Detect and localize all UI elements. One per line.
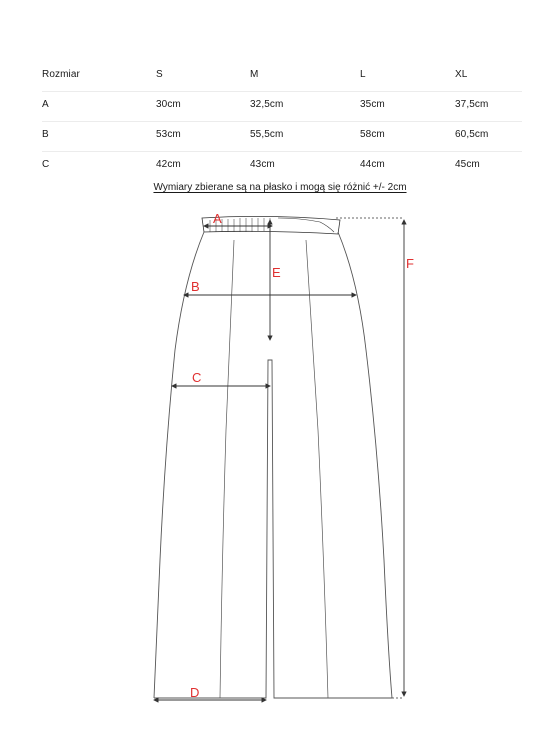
measurement-e [270,220,281,340]
header-cell-s: S [156,69,163,80]
label-f: F [406,256,414,271]
label-c: C [192,370,202,385]
table-cell: 42cm [156,159,181,170]
table-cell: 44cm [360,159,385,170]
table-cell: 30cm [156,99,181,110]
table-cell: 43cm [250,159,275,170]
label-e: E [272,265,281,280]
measurement-a [204,211,272,226]
table-cell: 60,5cm [455,129,489,140]
row-label: B [42,129,49,140]
header-cell-size: Rozmiar [42,69,80,80]
header-cell-l: L [360,69,366,80]
table-cell: 35cm [360,99,385,110]
header-cell-m: M [250,69,259,80]
label-b: B [191,279,200,294]
row-label: C [42,159,50,170]
trousers-outline [154,232,392,698]
header-cell-xl: XL [455,69,468,80]
label-d: D [190,685,200,700]
table-cell: 53cm [156,129,181,140]
label-a: A [213,211,222,226]
measurement-f [336,218,414,698]
measurement-c [172,370,270,386]
table-cell: 32,5cm [250,99,284,110]
waistband [202,216,340,234]
table-cell: 55,5cm [250,129,284,140]
measurement-note: Wymiary zbierane są na płasko i mogą się różnić +/- 2cm [153,182,407,193]
table-cell: 45cm [455,159,480,170]
row-label: A [42,99,49,110]
table-cell: 58cm [360,129,385,140]
table-cell: 37,5cm [455,99,489,110]
